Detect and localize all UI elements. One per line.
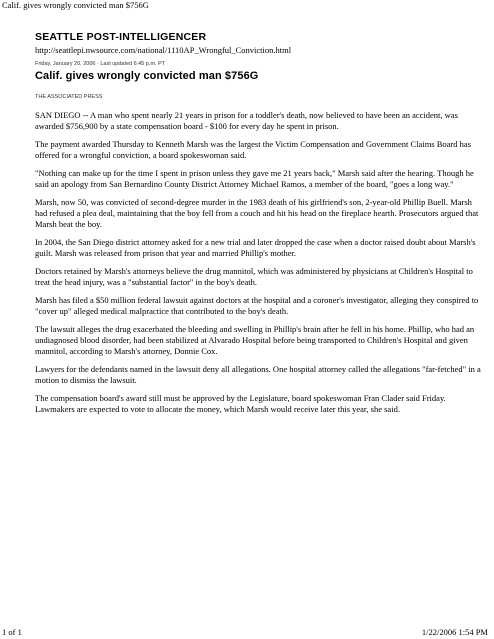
article-paragraph: The compensation board's award still must be approved by the Legislature, board spokeswoman Fran Clader said Friday. Lawmakers are expected to vote to allocate the money, which Marsh would receive later this year, she said. bbox=[35, 393, 446, 414]
article-paragraph: Lawyers for the defendants named in the lawsuit deny all allegations. One hospital attorney called the allegations "far-fetched" in a motion to dismiss the lawsuit. bbox=[35, 364, 481, 385]
print-page-header: Calif. gives wrongly convicted man $756G bbox=[2, 0, 149, 10]
article-paragraph: The payment awarded Thursday to Kenneth Marsh was the largest the Victim Compensation and Government Claims Board has offered for a wrongful conviction, a board spokeswoman said. bbox=[35, 139, 471, 160]
article-paragraph: "Nothing can make up for the time I spent in prison unless they gave me 21 years back," Marsh said after the hearing. Though he said an apology from San Bernardino County District Attorney Michael Ramos, a member of the board, "goes a long way." bbox=[35, 168, 474, 189]
print-timestamp: 1/22/2006 1:54 PM bbox=[421, 627, 488, 637]
article-paragraph: Marsh, now 50, was convicted of second-degree murder in the 1983 death of his girlfriend's son, 2-year-old Phillip Buell. Marsh had refused a plea deal, maintaining that the boy fell from a couch and hit his head on the fireplace hearth. Prosecutors argued that Marsh beat the boy. bbox=[35, 197, 479, 229]
article-paragraph: In 2004, the San Diego district attorney asked for a new trial and later dropped the case when a doctor raised doubt about Marsh's guilt. Marsh was released from prison that year and married Phillip's mother. bbox=[35, 237, 476, 258]
publication-name: SEATTLE POST-INTELLIGENCER bbox=[35, 31, 207, 43]
article-dateline: Friday, January 20, 2006 · Last updated 6:45 p.m. PT bbox=[35, 61, 166, 67]
article-byline: THE ASSOCIATED PRESS bbox=[35, 94, 103, 100]
print-page-count: 1 of 1 bbox=[2, 627, 22, 637]
article-paragraph: The lawsuit alleges the drug exacerbated the bleeding and swelling in Phillip's brain after he fell in his home. Phillip, who had an undiagnosed blood disorder, had been stabilized at Alvarado Hospital before being transported to Children's Hospital and given mannitol, according to Marsh's attorney, Donnie Cox. bbox=[35, 324, 475, 356]
article-url: http://seattlepi.nwsource.com/national/1110AP_Wrongful_Conviction.html bbox=[35, 45, 292, 55]
article-paragraph: Doctors retained by Marsh's attorneys believe the drug mannitol, which was administered by physicians at Children's Hospital to treat the head injury, was a "substantial factor" in the boy's death. bbox=[35, 266, 473, 287]
article-paragraph: Marsh has filed a $50 million federal lawsuit against doctors at the hospital and a coroner's investigator, alleging they conspired to "cover up" alleged medical malpractice that contributed to the boy's death. bbox=[35, 295, 479, 316]
article-paragraph: SAN DIEGO -- A man who spent nearly 21 years in prison for a toddler's death, now believed to have been an accident, was awarded $756,900 by a state compensation board - $100 for every day he spent in prison. bbox=[35, 110, 458, 131]
article-body bbox=[35, 110, 485, 422]
article-headline: Calif. gives wrongly convicted man $756G bbox=[35, 70, 259, 82]
